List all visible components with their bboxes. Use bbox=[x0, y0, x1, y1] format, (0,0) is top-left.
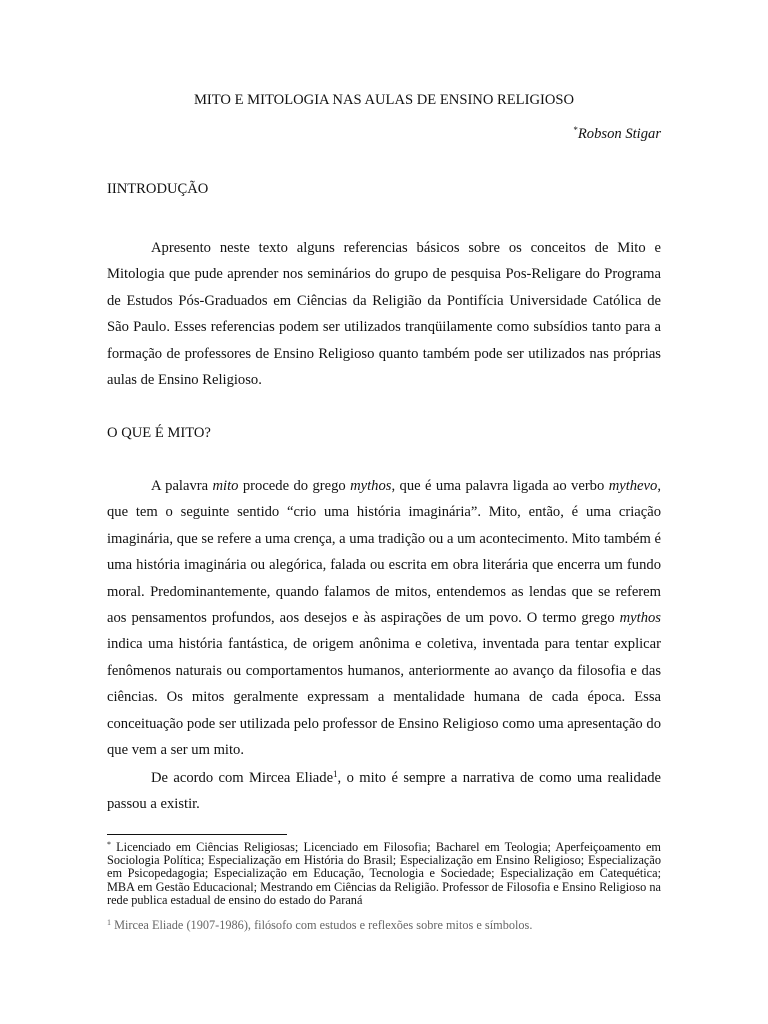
text-run: , o mito é sempre a narrativa de como uma realidade passou a existir. bbox=[107, 770, 661, 813]
author-footnote-marker: * bbox=[573, 125, 578, 135]
footnote-text: Licenciado em Ciências Religiosas; Licenciado em Filosofia; Bacharel em Teologia; Aperfeiçoamento em Sociologia Política; Especialização em História do Brasil; Especialização em Ensino Religioso; Especialização em Psicopedagogia; Especialização em Educação, Tecnologia e Sociedade; Especialização em Catequética; MBA em Gestão Educacional; Mestrando em Ciências da Religião. Professor de Filosofia e Ensino Religioso na rede publica estadual de ensino do estado do Paraná bbox=[107, 840, 661, 907]
myth-definition-paragraph bbox=[107, 473, 661, 763]
emphasis-term: mythos bbox=[350, 478, 392, 494]
eliade-paragraph bbox=[107, 765, 661, 818]
footnote-text: Mircea Eliade (1907-1986), filósofo com estudos e reflexões sobre mitos e símbolos. bbox=[111, 918, 533, 932]
emphasis-term: mythevo bbox=[608, 478, 658, 494]
footnote-separator bbox=[107, 834, 287, 835]
author-line bbox=[573, 126, 661, 143]
text-run: , que tem o seguinte sentido “crio uma história imaginária”. Mito, então, é uma criação imaginária, que se refere a uma crença, a uma tradição ou a um acontecimento. Mito também é uma história imaginária ou alegórica, falada ou escrita em obra literária que encerra um fundo moral. Predominantemente, quando falamos de mitos, entendemos as lendas que se referem aos pensamentos profundos, aos desejos e às aspirações de um povo. O termo grego bbox=[107, 478, 661, 627]
footnote-marker: * bbox=[107, 840, 111, 849]
footnote-author bbox=[107, 841, 661, 907]
intro-paragraph-text: Apresento neste texto alguns referencias básicos sobre os conceitos de Mito e Mitologia que pude aprender nos seminários do grupo de pesquisa Pos-Religare do Programa de Estudos Pós-Graduados em Ciências da Religião da Pontifícia Universidade Católica de São Paulo. Esses referencias podem ser utilizados tranqüilamente como subsídios tanto para a formação de professores de Ensino Religioso quanto também pode ser utilizados nas próprias aulas de Ensino Religioso. bbox=[107, 240, 661, 389]
text-run: indica uma história fantástica, de origem anônima e coletiva, inventada para tentar explicar fenômenos naturais ou comportamentos humanos, anteriormente ao avanço da filosofia e das ciências. Os mitos geralmente expressam a mentalidade humana de cada época. Essa conceituação pode ser utilizada pelo professor de Ensino Religioso como uma apresentação do que vem a ser um mito. bbox=[107, 636, 661, 759]
emphasis-term: mythos bbox=[619, 610, 661, 627]
text-run: procede do grego bbox=[238, 478, 351, 494]
footnote-marker: 1 bbox=[107, 918, 111, 927]
section-heading-what-is-myth: O QUE É MITO? bbox=[107, 425, 211, 441]
footnote-eliade bbox=[107, 919, 661, 932]
text-run: A palavra bbox=[151, 478, 213, 494]
document-title: MITO E MITOLOGIA NAS AULAS DE ENSINO RELIGIOSO bbox=[193, 92, 575, 108]
text-run: De acordo com Mircea Eliade bbox=[151, 770, 334, 786]
text-run: , que é uma palavra ligada ao verbo bbox=[391, 478, 609, 494]
author-name: Robson Stigar bbox=[577, 126, 661, 142]
footnote-reference: 1 bbox=[333, 769, 338, 779]
intro-paragraph bbox=[107, 235, 661, 393]
section-heading-introduction: IINTRODUÇÃO bbox=[107, 181, 209, 197]
emphasis-term: mito bbox=[212, 478, 239, 494]
